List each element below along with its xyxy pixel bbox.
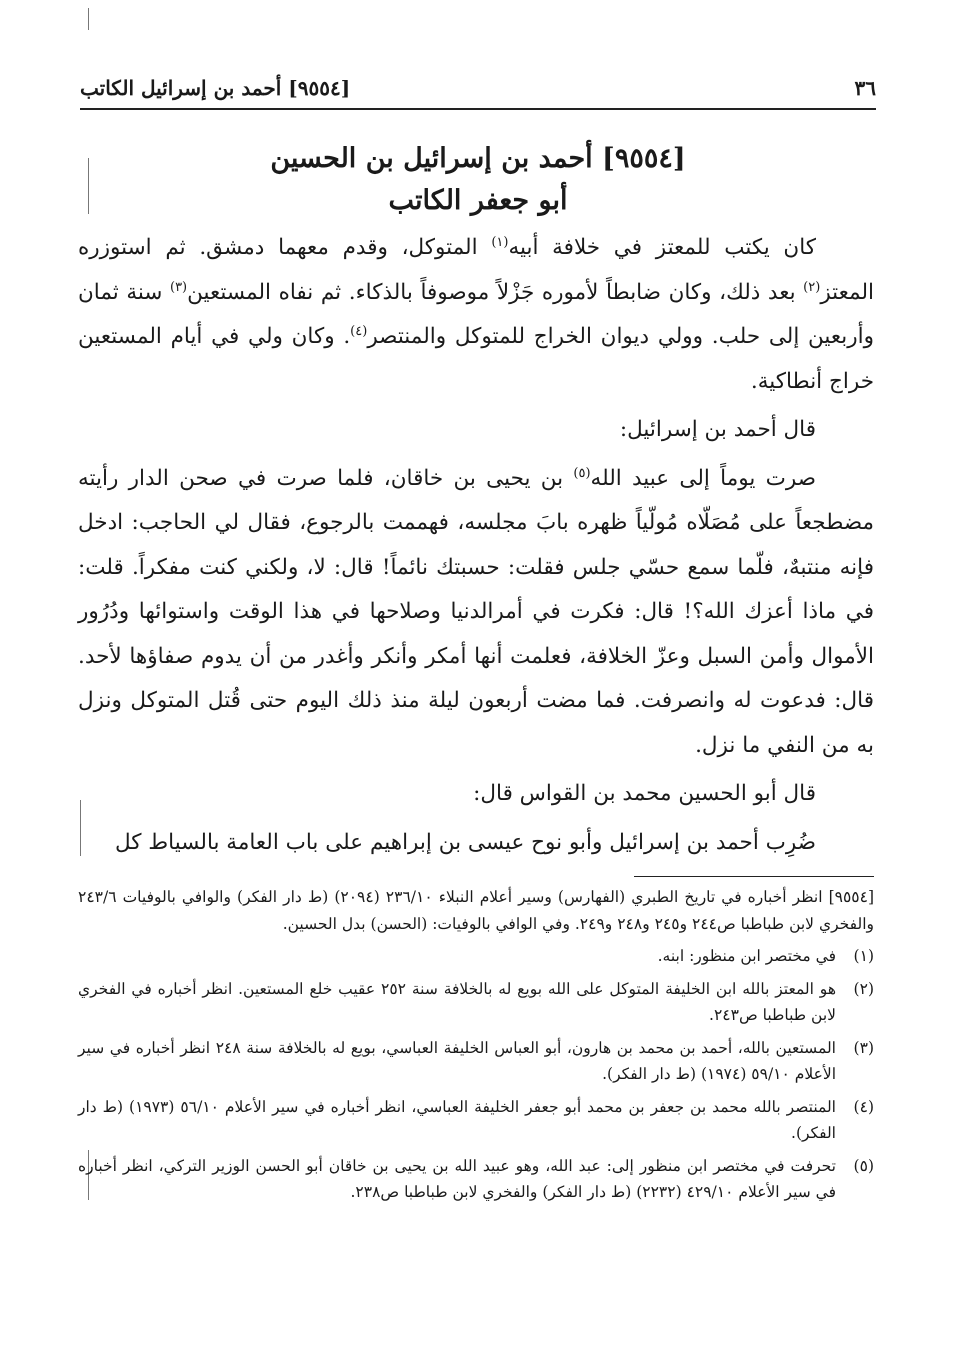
- footnote-item: [78, 976, 874, 1029]
- text-run: بعد ذلك، وكان ضابطاً لأموره جَزْلاً موصوفاً بالذكاء. ثم نفاه المستعين: [187, 279, 804, 305]
- main-text: [78, 226, 874, 865]
- footnote-number: (٤): [853, 1097, 874, 1116]
- paragraph-anecdote: [78, 457, 874, 769]
- entry-title: [٩٥٥٤] أحمد بن إسرائيل بن الحسين: [270, 143, 686, 174]
- footnote-ref: (٤): [350, 323, 368, 339]
- footnote-ref: (٣): [169, 279, 188, 295]
- paragraph-narrator-2: قال أبو الحسين محمد بن القواس قال:: [473, 781, 816, 806]
- text-run: بن يحيى بن خاقان، فلما صرت في صحن الدار رأيته مضطجعاً على مُصَلّاه مُولّياً ظهره بابَ مجلسه، فهممت بالرجوع، فقال لي الحاجب: ادخل فإنه منتبهٌ، فلّما سمع حسّي جلس فقلت: حسبتك نائماً! قال: لا، ولكني كنت مفكراً. قلت: في ماذا أعزك الله؟! قال: فكرت في أمرالدنيا وصلاحها في هذا الوقت واستوائها ودُرُور الأموال وأمن السبل وعزّ الخلافة، فعلمت أنها أمكر وأنكر وأغدر من أن يدوم صفاؤها لأحد. قال: فدعوت له وانصرفت. فما مضت أربعون ليلة منذ ذلك اليوم حتى قُتل المتوكل ونزل به من النفي ما نزل.: [78, 465, 874, 758]
- footnote-item: [78, 943, 874, 970]
- footnote-item: [78, 1035, 874, 1088]
- footnote-text: المنتصر بالله محمد بن جعفر بن محمد أبو جعفر الخليفة العباسي، انظر أخباره في سير الأعلام ٥٦/١٠ (١٩٧٣) (ط دار الفكر).: [78, 1097, 836, 1142]
- footnote-ref: (٥): [573, 465, 591, 481]
- text-run: المتوكل، وقدم معهما دمشق. ثم استوزره المعتز: [78, 235, 874, 305]
- page-number: ٣٦: [854, 76, 876, 100]
- footnote-number: (١): [853, 947, 874, 965]
- entry-heading: [80, 138, 876, 222]
- footnote-ref: (٢): [803, 279, 821, 295]
- footnotes: [78, 884, 874, 1212]
- footnote-separator: [634, 876, 874, 877]
- text-run: . وكان ولي في أيام المستعين خراج أنطاكية.: [78, 324, 874, 394]
- source-note: [٩٥٥٤] انظر أخباره في تاريخ الطبري (الفهارس) وسير أعلام النبلاء ٢٣٦/١٠ (٢٠٩٤) (ط دار الفكر) والوافي بالوفيات ٢٤٣/٦ والفخري لابن طباطبا ص٢٤٤ و٢٤٥ و٢٤٨ و٢٤٩. وفي الوافي بالوفيات: (الحسن) بدل الحسين.: [78, 888, 874, 933]
- footnote-item: [78, 1153, 874, 1206]
- footnote-text: المستعين بالله، أحمد بن محمد بن هارون، أبو العباس الخليفة العباسي، بويع له بالخلافة سنة ٢٤٨ انظر أخباره في سير الأعلام ٥٩/١٠ (١٩٧٤) (ط دار الفكر).: [78, 1038, 836, 1083]
- entry-subtitle: أبو جعفر الكاتب: [388, 185, 568, 216]
- footnote-number: (٢): [853, 979, 874, 998]
- text-run: صرت يوماً إلى عبيد الله: [590, 465, 816, 491]
- footnote-text: تحرفت في مختصر ابن منظور إلى: عبد الله، وهو عبيد الله بن يحيى بن خاقان أبو الحسن الوزير التركي، انظر أخباره في سير الأعلام ٤٢٩/١٠ (٢٢٣٢) (ط دار الفكر) والفخري لابن طباطبا ص٢٣٨.: [78, 1156, 836, 1201]
- footnote-text: في مختصر ابن منظور: ابنه.: [657, 947, 836, 965]
- footnote-text: هو المعتز بالله ابن الخليفة المتوكل على الله بويع له بالخلافة سنة ٢٥٢ عقيب خلع المستعين. انظر أخباره في الفخري لابن طباطبا ص٢٤٣.: [78, 979, 836, 1024]
- footnote-ref: (١): [491, 234, 509, 250]
- footnote-number: (٥): [853, 1156, 874, 1175]
- text-run: كان يكتب للمعتز في خلافة أبيه: [508, 235, 816, 260]
- page-header: [80, 68, 876, 108]
- paragraph-continuation: ضُرِب أحمد بن إسرائيل وأبو نوح عيسى بن إبراهيم على باب العامة بالسياط كل: [114, 829, 816, 855]
- text-run: سنة ثمان وأربعين إلى حلب. وولي ديوان الخراج للمتوكل والمنتصر: [78, 279, 874, 349]
- header-rule: [80, 108, 876, 110]
- paragraph-narrator: قال أحمد بن إسرائيل:: [619, 417, 816, 442]
- footnote-item: [78, 1094, 874, 1147]
- paragraph-biography: [78, 226, 874, 404]
- footnote-number: (٣): [853, 1038, 874, 1057]
- running-title: [٩٥٥٤] أحمد بن إسرائيل الكاتب: [80, 76, 351, 100]
- scan-margin-mark: [88, 8, 89, 30]
